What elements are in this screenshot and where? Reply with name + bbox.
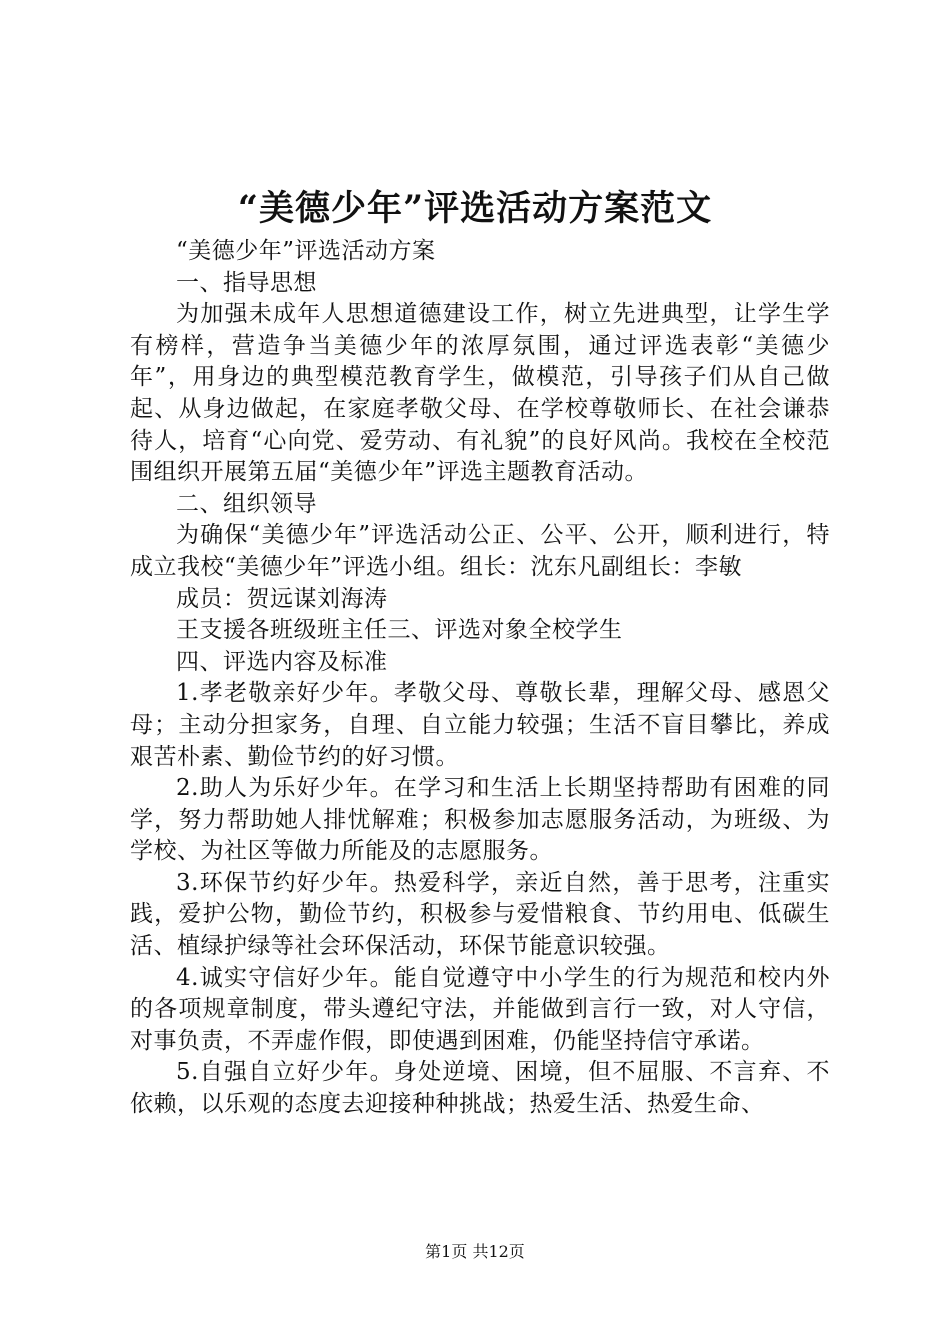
document-title: “美德少年”评选活动方案范文 xyxy=(237,188,713,229)
paragraph: 5.自强自立好少年。身处逆境、困境，但不屈服、不言弃、不依赖，以乐观的态度去迎接种种挑战；热爱生活、热爱生命、 xyxy=(130,1059,830,1118)
page-footer: 第1页 共12页 xyxy=(425,1242,525,1261)
section-heading: 四、评选内容及标准 xyxy=(176,648,388,675)
paragraph: 1.孝老敬亲好少年。孝敬父母、尊敬长辈，理解父母、感恩父母；主动分担家务，自理、自立能力较强；生活不盲目攀比，养成艰苦朴素、勤俭节约的好习惯。 xyxy=(130,680,830,770)
section-heading: 一、指导思想 xyxy=(176,269,317,296)
paragraph: 为确保“美德少年”评选活动公正、公平、公开，顺利进行，特成立我校“美德少年”评选小组。组长：沈东凡副组长：李敏 xyxy=(130,522,830,580)
paragraph: “美德少年”评选活动方案 xyxy=(176,238,436,264)
paragraph: 3.环保节约好少年。热爱科学，亲近自然，善于思考，注重实践，爱护公物，勤俭节约，积极参与爱惜粮食、节约用电、低碳生活、植绿护绿等社会环保活动，环保节能意识较强。 xyxy=(130,869,830,960)
paragraph: 4.诚实守信好少年。能自觉遵守中小学生的行为规范和校内外的各项规章制度，带头遵纪守法，并能做到言行一致，对人守信，对事负责，不弄虚作假，即使遇到困难，仍能坚持信守承诺。 xyxy=(130,964,830,1054)
paragraph: 为加强未成年人思想道德建设工作，树立先进典型，让学生学有榜样，营造争当美德少年的浓厚氛围，通过评选表彰“美德少年”，用身边的典型模范教育学生，做模范，引导孩子们从自己做起、从身边做起，在家庭孝敬父母、在学校尊敬师长、在社会谦恭待人，培育“心向党、爱劳动、有礼貌”的良好风尚。我校在全校范围组织开展第五届“美德少年”评选主题教育活动。 xyxy=(130,301,830,486)
paragraph: 成员：贺远谋刘海涛 xyxy=(176,585,388,612)
paragraph: 王支援各班级班主任三、评选对象全校学生 xyxy=(176,617,623,644)
document-body xyxy=(130,236,830,1121)
section-heading: 二、组织领导 xyxy=(176,490,317,517)
paragraph: 2.助人为乐好少年。在学习和生活上长期坚持帮助有困难的同学，努力帮助她人排忧解难；积极参加志愿服务活动，为班级、为学校、为社区等做力所能及的志愿服务。 xyxy=(130,775,830,865)
